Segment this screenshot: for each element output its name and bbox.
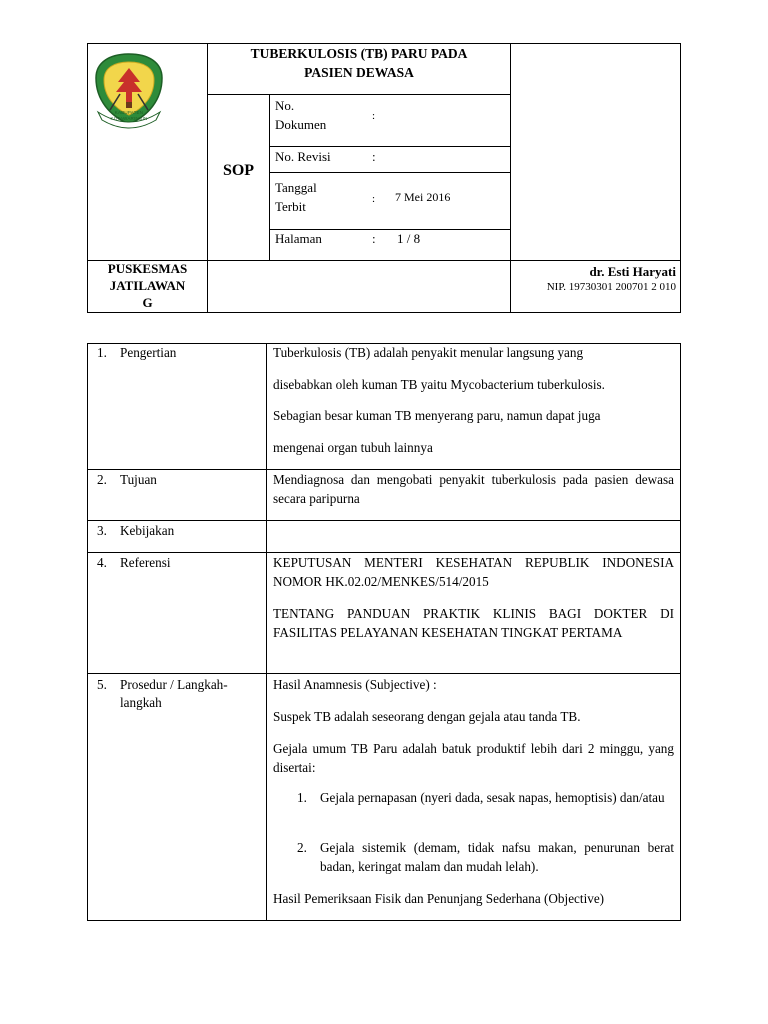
field-revision-colon: : [372, 149, 376, 164]
org-name-line-2: JATILAWAN [109, 278, 186, 293]
section-3-label: Kebijakan [120, 523, 175, 538]
signer-nip: NIP. 19730301 200701 2 010 [546, 281, 676, 293]
section-5-number: 5. [97, 677, 107, 692]
field-doc-no-colon: : [372, 110, 376, 122]
section-1-line-4: mengenai organ tubuh lainnya [273, 440, 433, 455]
section-1-line-3: Sebagian besar kuman TB menyerang paru, namun dapat juga [273, 408, 601, 423]
field-doc-no-label-1: No. [275, 98, 295, 113]
section-5-para-1: Hasil Anamnesis (Subjective) : [273, 677, 437, 692]
field-issue-date-label-2: Terbit [275, 199, 306, 214]
section-4-label: Referensi [120, 555, 171, 570]
section-3-number: 3. [97, 523, 107, 538]
section-5-para-3: Gejala umum TB Paru adalah batuk produktif lebih dari 2 minggu, yang disertai: [273, 741, 674, 775]
section-1-number: 1. [97, 345, 107, 360]
section-5-para-4: Hasil Pemeriksaan Fisik dan Penunjang Sederhana (Objective) [273, 891, 605, 906]
org-name-line-1: PUSKESMAS [107, 261, 188, 276]
section-1-line-1: Tuberkulosis (TB) adalah penyakit menular langsung yang [273, 345, 584, 360]
field-revision-label: No. Revisi [275, 149, 331, 164]
logo-text: KABUPATEN KOTAWARINGIN [110, 110, 148, 121]
title-line-1: TUBERKULOSIS (TB) PARU PADA [250, 46, 468, 61]
section-5-label-line-2: langkah [120, 695, 162, 710]
section-1-line-2: disebabkan oleh kuman TB yaitu Mycobacterium tuberkulosis. [273, 377, 605, 392]
section-5-label-line-1: Prosedur / Langkah- [120, 677, 228, 692]
sop-label: SOP [222, 162, 255, 179]
org-name-line-3: G [142, 295, 153, 310]
field-page-colon: : [372, 231, 376, 246]
section-5-para-2: Suspek TB adalah seseorang dengan gejala atau tanda TB. [273, 709, 581, 724]
list-item-1-text: Gejala pernapasan (nyeri dada, sesak napas, hemoptisis) dan/atau [320, 790, 665, 805]
list-item-2-number: 2. [297, 840, 307, 855]
section-4-para-2: TENTANG PANDUAN PRAKTIK KLINIS BAGI DOKTER DI FASILITAS PELAYANAN KESEHATAN TINGKAT PERTAMA [273, 606, 674, 640]
signer-name: dr. Esti Haryati [589, 264, 676, 279]
title-line-2: PASIEN DEWASA [304, 65, 414, 80]
field-page-label: Halaman [275, 231, 322, 246]
field-issue-date-value: 7 Mei 2016 [395, 190, 451, 204]
section-2-number: 2. [97, 472, 107, 487]
field-page-value: 1 / 8 [397, 231, 421, 246]
section-2-label: Tujuan [120, 472, 157, 487]
field-issue-date-colon: : [372, 193, 376, 205]
list-item-1-number: 1. [297, 790, 307, 805]
field-doc-no-label-2: Dokumen [275, 117, 327, 132]
field-issue-date-label-1: Tanggal [275, 180, 317, 195]
list-item-2-text: Gejala sistemik (demam, tidak nafsu makan, penurunan berat badan, keringat malam dan mudah lelah). [320, 840, 674, 874]
section-1-label: Pengertian [120, 345, 177, 360]
section-2-text: Mendiagnosa dan mengobati penyakit tuberkulosis pada pasien dewasa secara paripurna [273, 472, 674, 506]
section-4-para-1: KEPUTUSAN MENTERI KESEHATAN REPUBLIK INDONESIA NOMOR HK.02.02/MENKES/514/2015 [273, 555, 674, 589]
section-4-number: 4. [97, 555, 107, 570]
